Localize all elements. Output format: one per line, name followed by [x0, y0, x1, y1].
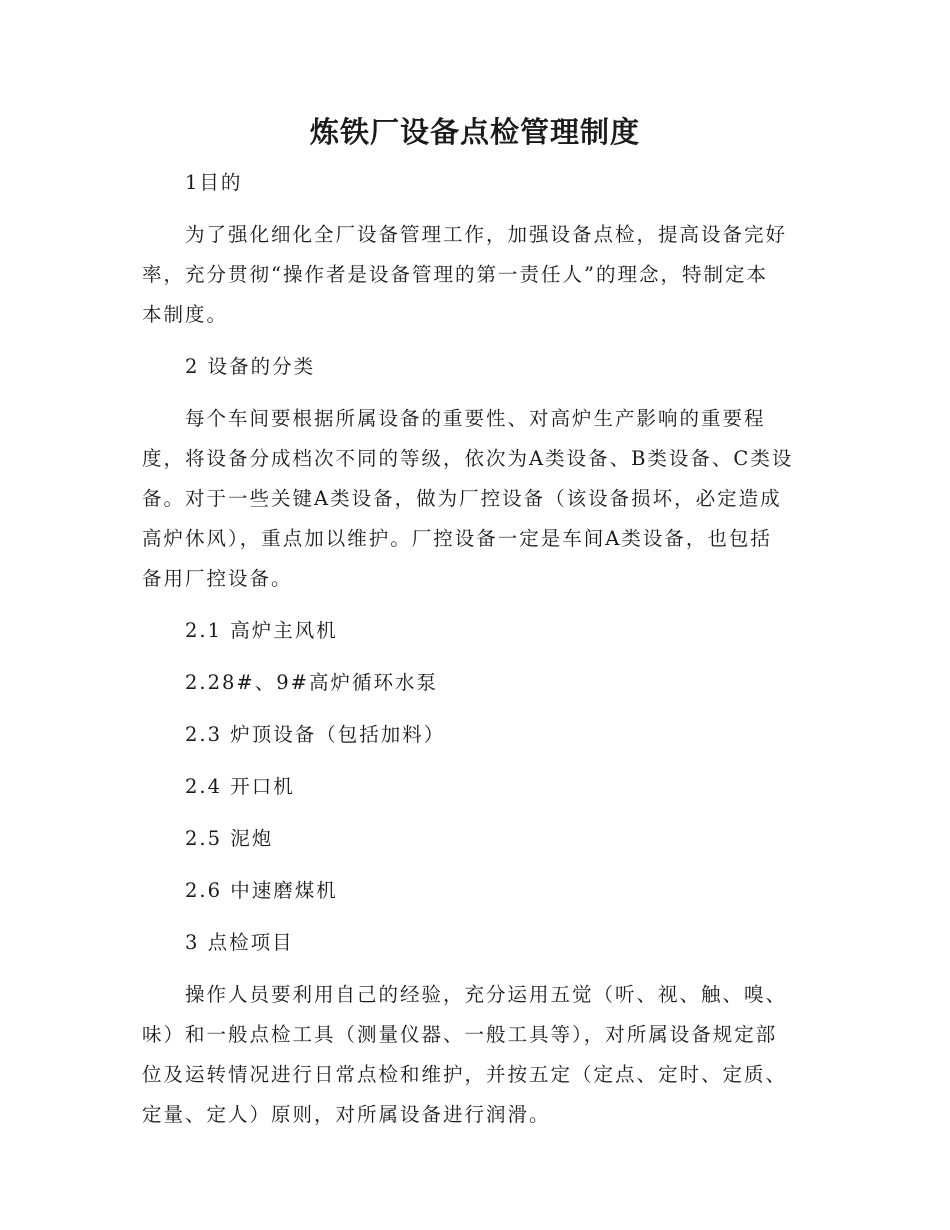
document-title: 炼铁厂设备点检管理制度: [309, 115, 640, 149]
list-item-equipment: 2.3 炉顶设备（包括加料）: [185, 723, 446, 746]
section-paragraph-purpose: [142, 215, 804, 335]
text-line: 操作人员要利用自己的经验，充分运用五觉（听、视、触、嗅、: [185, 983, 788, 1006]
text-line: 度，将设备分成档次不同的等级，依次为A类设备、B类设备、C类设: [142, 447, 794, 470]
section-paragraph-classification: [142, 399, 804, 599]
list-item-equipment: 2.5 泥炮: [185, 827, 274, 850]
text-line: 定量、定人）原则，对所属设备进行润滑。: [142, 1103, 551, 1126]
list-item-equipment: 2.28#、9#高炉循环水泵: [185, 671, 439, 694]
text-line: 备用厂控设备。: [142, 567, 293, 590]
list-item-equipment: 2.4 开口机: [185, 775, 295, 798]
document-body: [142, 163, 804, 1147]
section-heading-inspection-items: 3 点检项目: [185, 931, 294, 954]
section-heading-purpose: 1目的: [185, 171, 243, 194]
list-item-equipment: 2.6 中速磨煤机: [185, 879, 338, 902]
text-line: 每个车间要根据所属设备的重要性、对高炉生产影响的重要程: [185, 407, 766, 430]
list-item-equipment: 2.1 高炉主风机: [185, 619, 338, 642]
text-line: 高炉休风），重点加以维护。厂控设备一定是车间A类设备，也包括: [142, 527, 772, 550]
text-line: 率，充分贯彻“操作者是设备管理的第一责任人”的理念，特制定本: [142, 263, 768, 286]
section-paragraph-inspection-items: [142, 975, 804, 1135]
text-line: 为了强化细化全厂设备管理工作，加强设备点检，提高设备完好: [185, 223, 788, 246]
text-line: 位及运转情况进行日常点检和维护，并按五定（定点、定时、定质、: [142, 1063, 788, 1086]
section-heading-classification: 2 设备的分类: [185, 355, 316, 378]
text-line: 本制度。: [142, 303, 229, 326]
text-line: 备。对于一些关键A类设备，做为厂控设备（该设备损坏，必定造成: [142, 487, 782, 510]
text-line: 味）和一般点检工具（测量仪器、一般工具等），对所属设备规定部: [142, 1023, 778, 1046]
